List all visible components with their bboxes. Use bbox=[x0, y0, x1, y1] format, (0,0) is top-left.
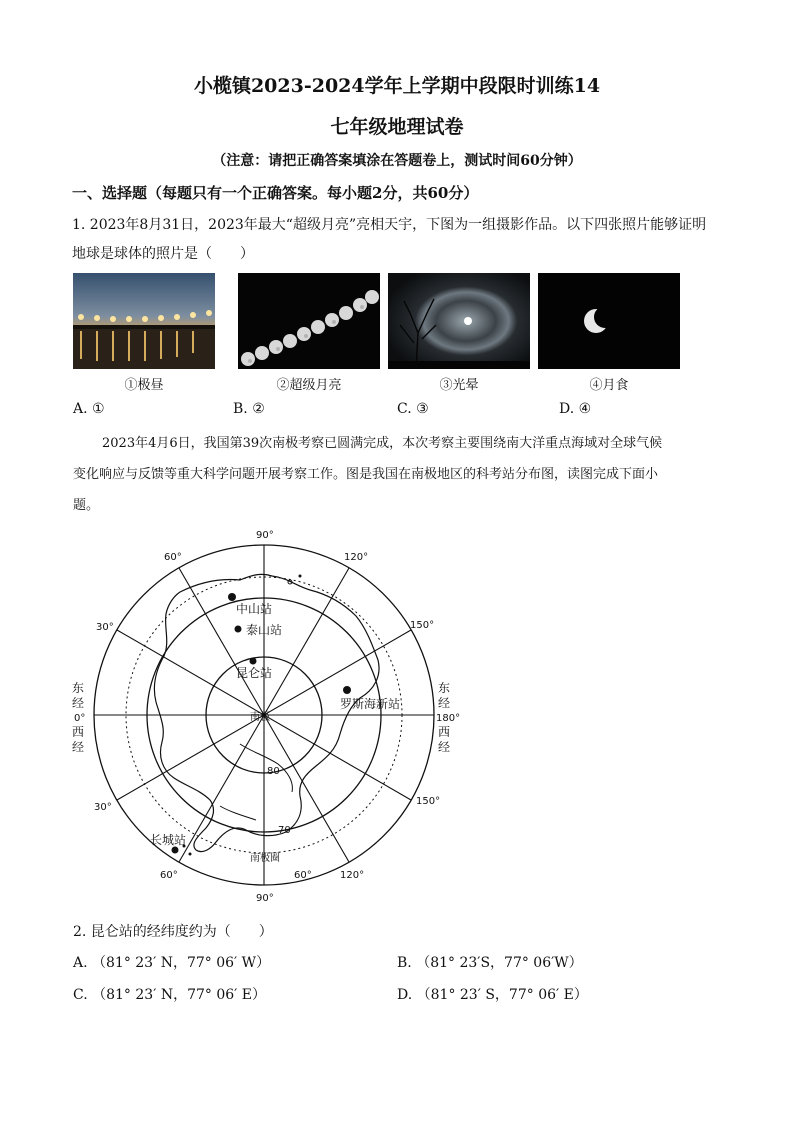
taishan-station-dot bbox=[235, 626, 242, 633]
luosihai-station-dot bbox=[343, 686, 351, 694]
lon-30-bottom-label: 30° bbox=[94, 802, 112, 813]
exam-note: （注意：请把正确答案填涂在答题卷上，测试时间60分钟） bbox=[212, 153, 582, 169]
west-right-label: 西 bbox=[438, 725, 451, 739]
zhongshan-station-label: 中山站 bbox=[236, 602, 273, 616]
q1-stem-line2: 地球是球体的照片是（ ） bbox=[72, 246, 254, 262]
lon-90-top-label: 90° bbox=[256, 530, 274, 541]
lon-120-top-label: 120° bbox=[344, 552, 369, 563]
lat-80-label: 80 bbox=[267, 766, 280, 777]
jing-right-label: 经 bbox=[438, 696, 451, 710]
q2-option-c[interactable]: C. （81° 23′ N，77° 06′ E） bbox=[73, 987, 266, 1003]
antarctic-stations-map bbox=[60, 520, 480, 910]
photo-caption-2: ②超级月亮 bbox=[276, 378, 342, 393]
kunlun-station-dot bbox=[250, 658, 257, 665]
q1-stem-line1: 1. 2023年8月31日，2023年最大“超级月亮”亮相天宇，下图为一组摄影作品。以下四张照片能够证明 bbox=[72, 217, 707, 233]
q1-option-b[interactable]: B. ② bbox=[233, 401, 265, 417]
taishan-station-label: 泰山站 bbox=[246, 623, 283, 637]
passage-line2: 变化响应与反馈等重大科学问题开展考察工作。图是我国在南极地区的科考站分布图，读图完成下面小 bbox=[73, 467, 659, 482]
q1-option-d[interactable]: D. ④ bbox=[559, 401, 592, 417]
passage-line3: 题。 bbox=[73, 498, 100, 513]
zhongshan-station-dot bbox=[228, 593, 236, 601]
south-pole-label: 南极 bbox=[250, 712, 270, 723]
q2-option-d[interactable]: D. （81° 23′ S，77° 06′ E） bbox=[397, 987, 588, 1003]
exam-subtitle: 七年级地理试卷 bbox=[330, 116, 464, 138]
east-right-label: 东 bbox=[438, 681, 451, 695]
lon-120-bottom-label: 120° bbox=[340, 870, 365, 881]
jing-right2-label: 经 bbox=[438, 740, 451, 754]
lunar-eclipse-photo bbox=[538, 273, 680, 369]
photo-caption-4: ④月食 bbox=[589, 378, 629, 393]
q1-option-a[interactable]: A. ① bbox=[73, 401, 105, 417]
changcheng-station-label: 长城站 bbox=[150, 833, 187, 847]
luosihai-station-label: 罗斯海新站 bbox=[340, 697, 401, 711]
lon-150-top-label: 150° bbox=[410, 620, 435, 631]
exam-title: 小榄镇2023-2024学年上学期中段限时训练14 bbox=[193, 75, 601, 97]
lon-60-bottom-left-label: 60° bbox=[160, 870, 178, 881]
section-heading: 一、选择题（每题只有一个正确答案。每小题2分，共60分） bbox=[72, 184, 479, 202]
lat-70-label: 70 bbox=[278, 825, 291, 836]
jing-left-label: 经 bbox=[72, 696, 85, 710]
q2-stem: 2. 昆仑站的经纬度约为（ ） bbox=[73, 924, 273, 940]
q2-option-a[interactable]: A. （81° 23′ N，77° 06′ W） bbox=[73, 955, 271, 971]
zero-label: 0° bbox=[74, 713, 86, 724]
passage-line1: 2023年4月6日，我国第39次南极考察已圆满完成，本次考察主要围绕南大洋重点海域对全球气候 bbox=[102, 436, 663, 451]
lon-30-top-label: 30° bbox=[96, 622, 114, 633]
east-left-label: 东 bbox=[72, 681, 85, 695]
west-left-label: 西 bbox=[72, 725, 85, 739]
moon-halo-photo bbox=[388, 273, 530, 369]
photo-caption-1: ①极昼 bbox=[124, 378, 164, 393]
midnight-sun-photo bbox=[73, 273, 215, 369]
deg180-label: 180° bbox=[436, 713, 461, 724]
photo-caption-3: ③光晕 bbox=[439, 378, 479, 393]
lon-60-top-label: 60° bbox=[164, 552, 182, 563]
jing-left2-label: 经 bbox=[72, 740, 85, 754]
kunlun-station-label: 昆仑站 bbox=[236, 666, 273, 680]
supermoon-sequence-photo bbox=[238, 273, 380, 369]
antarctic-circle-label: 南极圈 bbox=[250, 853, 280, 864]
lon-150-bottom-label: 150° bbox=[416, 796, 441, 807]
lon-90-bottom-label: 90° bbox=[256, 893, 274, 904]
lon-60-bottom-right-label: 60° bbox=[294, 870, 312, 881]
q2-option-b[interactable]: B. （81° 23′S，77° 06′W） bbox=[397, 955, 583, 971]
q1-option-c[interactable]: C. ③ bbox=[397, 401, 429, 417]
changcheng-station-dot bbox=[172, 847, 179, 854]
